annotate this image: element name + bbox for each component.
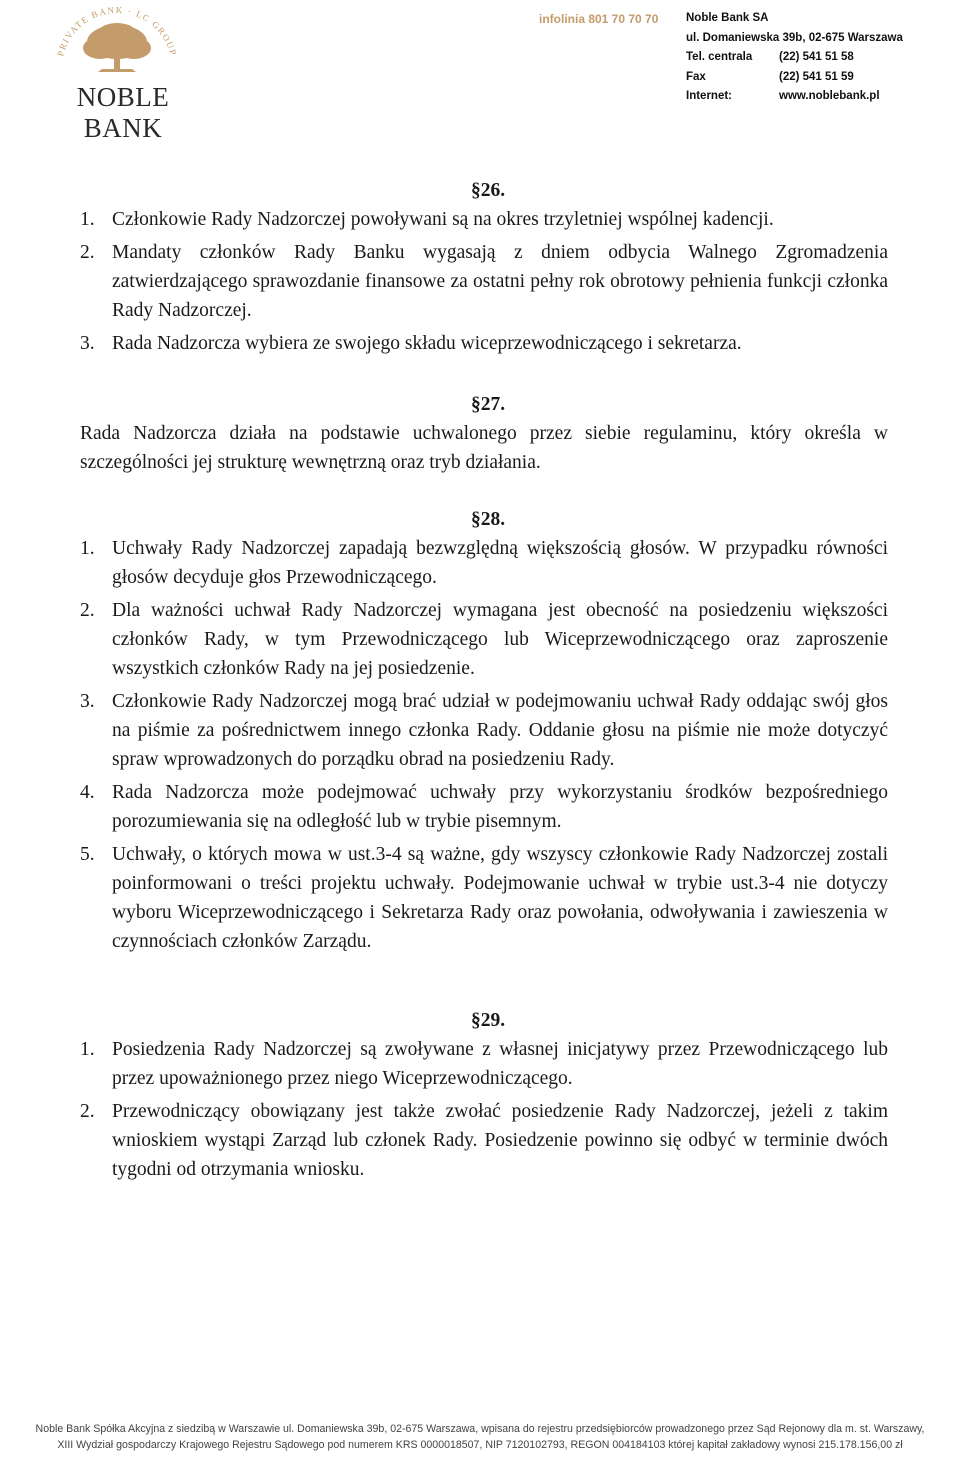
contact-value: (22) 541 51 58 (779, 51, 854, 63)
section-title: §26. (470, 180, 506, 201)
list-item (80, 687, 888, 774)
list-item (80, 778, 888, 836)
list-item (80, 329, 888, 358)
contact-value: www.noblebank.pl (779, 90, 880, 102)
item-text: Dla ważności uchwał Rady Nadzorczej wymagana jest obecność na posiedzeniu większości członków Rady, w tym Przewodniczącego lub Wiceprzewodniczącego oraz zaproszenie wszystkich członków Rady na jej posiedzenie. (112, 600, 888, 679)
item-number: 3. (80, 333, 95, 354)
item-text: Posiedzenia Rady Nadzorczej są zwoływane z własnej inicjatywy przez Przewodniczącego lub przez upoważnionego przez niego Wiceprzewodniczącego. (112, 1039, 888, 1089)
item-number: 1. (80, 538, 95, 559)
item-number: 5. (80, 844, 95, 865)
item-number: 1. (80, 1039, 95, 1060)
item-text: Członkowie Rady Nadzorczej mogą brać udział w podejmowaniu uchwał Rady oddając swój głos na piśmie za pośrednictwem innego członka Rady. Oddanie głosu na piśmie nie może dotyczyć spraw wprowadzonych do porządku obrad na posiedzeniu Rady. (112, 691, 888, 770)
contact-label: Noble Bank SA (686, 12, 769, 24)
list-item (80, 840, 888, 956)
list-item (80, 1035, 888, 1093)
item-number: 2. (80, 600, 95, 621)
footer-line: Noble Bank Spółka Akcyjna z siedzibą w Warszawie ul. Domaniewska 39b, 02-675 Warszawa, wpisana do rejestru przedsiębiorców prowadzonego przez Sąd Rejonowy dla m. st. Warszawy, (35, 1423, 925, 1435)
letterhead (0, 0, 960, 143)
hotline: infolinia 801 70 70 70 (539, 12, 659, 26)
list-item (80, 596, 888, 683)
item-text: Rada Nadzorcza wybiera ze swojego składu wiceprzewodniczącego i sekretarza. (112, 333, 742, 354)
item-number: 2. (80, 242, 95, 263)
item-number: 2. (80, 1101, 95, 1122)
legal-footer (0, 1421, 960, 1453)
section-title: §28. (470, 509, 506, 530)
list-item (80, 238, 888, 325)
document-body (80, 176, 888, 1188)
item-number: 1. (80, 209, 95, 230)
list-item (80, 205, 888, 234)
item-number: 3. (80, 691, 95, 712)
logo-arc-text: PRIVATE BANK · LC GROUP (55, 6, 179, 58)
noble-bank-logo (28, 6, 206, 143)
list-item (80, 534, 888, 592)
contact-label: Tel. centrala (686, 51, 753, 63)
contact-label: Fax (686, 70, 706, 83)
item-text: Mandaty członków Rady Banku wygasają z dniem odbycia Walnego Zgromadzenia zatwierdzającego sprawozdanie finansowe za ostatni pełny rok obrotowy pełnienia funkcji członka Rady Nadzorczej. (112, 242, 888, 321)
contact-value: (22) 541 51 59 (779, 70, 854, 83)
footer-line: XIII Wydział gospodarczy Krajowego Rejestru Sądowego pod numerem KRS 0000018507, NIP 7120102793, REGON 004184103 której kapitał zakładowy wynosi 215.178.156,00 zł (57, 1439, 903, 1451)
bank-name-wordmark: NOBLE BANK (76, 82, 170, 143)
section-title: §27. (470, 394, 506, 415)
item-number: 4. (80, 782, 95, 803)
contact-label: Internet: (686, 90, 732, 102)
item-text: Członkowie Rady Nadzorczej powoływani są na okres trzyletniej wspólnej kadencji. (112, 209, 774, 230)
item-text: Uchwały, o których mowa w ust.3-4 są ważne, gdy wszyscy członkowie Rady Nadzorczej zostali poinformowani o treści projektu uchwały. Podejmowanie uchwał w trybie ust.3-4 nie dotyczy wyboru Wiceprzewodniczącego i Sekretarza Rady oraz powołania, odwoływania i zawieszenia w czynnościach członków Zarządu. (112, 844, 888, 952)
contact-label: ul. Domaniewska 39b, 02-675 Warszawa (686, 31, 903, 44)
item-text: Przewodniczący obowiązany jest także zwołać posiedzenie Rady Nadzorczej, jeżeli z takim wnioskiem wystąpi Zarząd lub członek Rady. Posiedzenie powinno się odbyć w terminie dwóch tygodni od otrzymania wniosku. (112, 1101, 888, 1180)
item-text: Uchwały Rady Nadzorczej zapadają bezwzględną większością głosów. W przypadku równości głosów decyduje głos Przewodniczącego. (112, 538, 888, 588)
item-text: Rada Nadzorcza może podejmować uchwały przy wykorzystaniu środków bezpośredniego porozumiewania się na odległość lub w trybie pisemnym. (112, 782, 888, 832)
section-paragraph: Rada Nadzorcza działa na podstawie uchwalonego przez siebie regulaminu, który określa w szczególności jej strukturę wewnętrzną oraz tryb działania. (80, 423, 888, 473)
list-item (80, 1097, 888, 1184)
oak-tree-icon (28, 6, 206, 86)
section-title: §29. (470, 1010, 506, 1031)
